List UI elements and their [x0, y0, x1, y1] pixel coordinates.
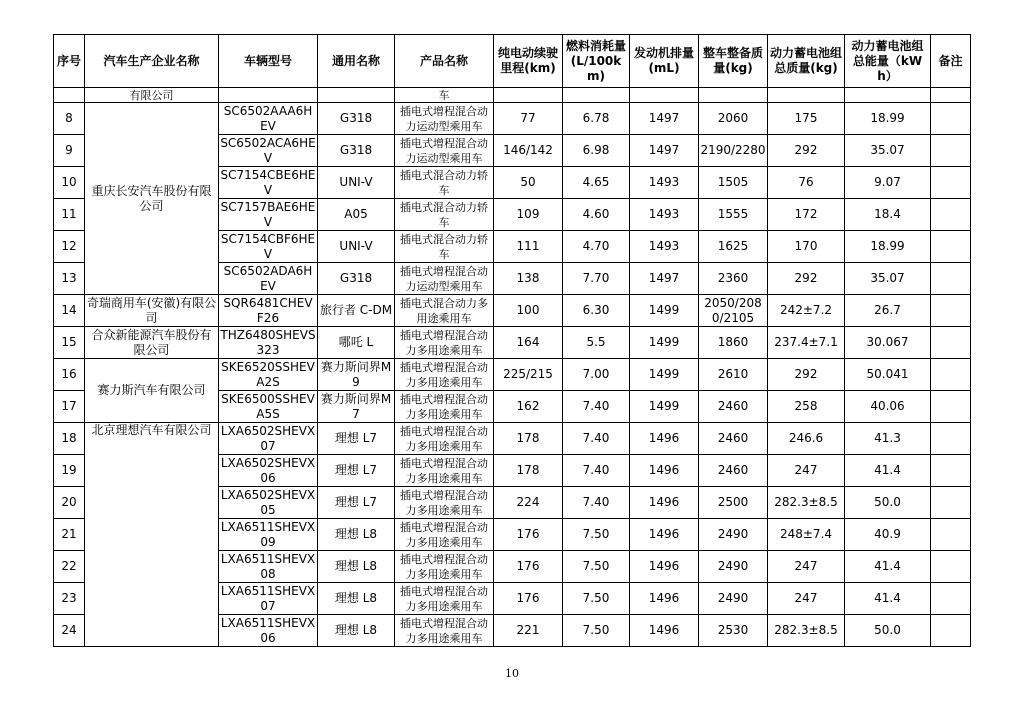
- cell-common-name: 理想 L8: [318, 519, 395, 551]
- cell-seq: 18: [54, 423, 85, 455]
- header-common-name: 通用名称: [318, 35, 395, 88]
- cell-product-name: 插电式增程混合动力运动型乘用车: [395, 263, 494, 295]
- cell-seq: 24: [54, 615, 85, 647]
- cell-curb-mass: 2460: [699, 423, 768, 455]
- cell-fuel: 7.50: [563, 551, 630, 583]
- cell-fuel: 7.40: [563, 391, 630, 423]
- cell-fuel: 7.50: [563, 519, 630, 551]
- cell-displacement: 1499: [630, 391, 699, 423]
- cell-remarks: [931, 199, 971, 231]
- cell-battery-energy: 26.7: [845, 295, 931, 327]
- cell-fuel: 7.70: [563, 263, 630, 295]
- cell-seq: 17: [54, 391, 85, 423]
- cell-common-name: 理想 L8: [318, 583, 395, 615]
- cell-fuel: 7.00: [563, 359, 630, 391]
- cell-battery-energy: 18.4: [845, 199, 931, 231]
- cell-remarks: [931, 167, 971, 199]
- cell-seq: 9: [54, 135, 85, 167]
- cell-product-name: 插电式增程混合动力多用途乘用车: [395, 551, 494, 583]
- cell-displacement: 1493: [630, 199, 699, 231]
- cell-ev-range: 176: [494, 551, 563, 583]
- cell-curb-mass: 1505: [699, 167, 768, 199]
- cell-remarks: [931, 455, 971, 487]
- cell-curb-mass: 2500: [699, 487, 768, 519]
- cell-ev-range: 111: [494, 231, 563, 263]
- cell-model: LXA6511SHEVX06: [219, 615, 318, 647]
- cell-product-name: 插电式增程混合动力多用途乘用车: [395, 455, 494, 487]
- cell-seq: 10: [54, 167, 85, 199]
- cell-displacement: 1493: [630, 167, 699, 199]
- table-row: [54, 327, 971, 359]
- cell-common-name: 旅行者 C-DM: [318, 295, 395, 327]
- cell-model: LXA6511SHEVX09: [219, 519, 318, 551]
- cell-ev-range: 50: [494, 167, 563, 199]
- cell-common-name: 理想 L8: [318, 551, 395, 583]
- cell-curb-mass: 2490: [699, 551, 768, 583]
- cell-battery-mass: 242±7.2: [768, 295, 845, 327]
- cell-ev-range: 178: [494, 455, 563, 487]
- cell-product-name: 插电式增程混合动力运动型乘用车: [395, 103, 494, 135]
- cell-ev-range: 109: [494, 199, 563, 231]
- cell-seq: 8: [54, 103, 85, 135]
- cell-remarks: [931, 551, 971, 583]
- cell-seq: 13: [54, 263, 85, 295]
- cell-seq: 16: [54, 359, 85, 391]
- cell-battery-mass: 282.3±8.5: [768, 615, 845, 647]
- cell-model: SQR6481CHEVF26: [219, 295, 318, 327]
- cell-model: LXA6511SHEVX07: [219, 583, 318, 615]
- cell-model: SC7157BAE6HEV: [219, 199, 318, 231]
- cell-battery-mass: 175: [768, 103, 845, 135]
- table-row: [54, 359, 971, 391]
- cell-product-name: 插电式增程混合动力运动型乘用车: [395, 135, 494, 167]
- cell-seq: 20: [54, 487, 85, 519]
- cell-ev-range: 176: [494, 583, 563, 615]
- cell-battery-energy: 41.4: [845, 551, 931, 583]
- cell-battery-energy: 50.0: [845, 487, 931, 519]
- cell-battery-mass: 247: [768, 551, 845, 583]
- cell-curb-mass: 2060: [699, 103, 768, 135]
- cell-model: SC6502AAA6HEV: [219, 103, 318, 135]
- cell-battery-energy: 35.07: [845, 263, 931, 295]
- cell-fuel: 7.40: [563, 423, 630, 455]
- cell-battery-energy: 18.99: [845, 103, 931, 135]
- cell-model: SKE6500SSHEVA5S: [219, 391, 318, 423]
- cell-company: 重庆长安汽车股份有限公司: [85, 103, 219, 295]
- table-row: [54, 103, 971, 135]
- cell-model: SC6502ADA6HEV: [219, 263, 318, 295]
- cell-remarks: [931, 583, 971, 615]
- cell-remarks: [931, 487, 971, 519]
- cell-displacement: 1496: [630, 423, 699, 455]
- header-battery-mass: 动力蓄电池组总质量(kg): [768, 35, 845, 88]
- cell-battery-energy: 41.3: [845, 423, 931, 455]
- cell-seq: 11: [54, 199, 85, 231]
- table-header: [54, 35, 971, 88]
- cell-battery-mass: 292: [768, 359, 845, 391]
- cell-displacement: 1496: [630, 583, 699, 615]
- cell-product-name: 插电式增程混合动力多用途乘用车: [395, 327, 494, 359]
- cell-remarks: [931, 103, 971, 135]
- cell-common-name: 赛力斯问界M7: [318, 391, 395, 423]
- cell-displacement: 1496: [630, 519, 699, 551]
- cell-model: LXA6502SHEVX07: [219, 423, 318, 455]
- cell-company: 有限公司: [85, 88, 219, 103]
- cell-battery-energy: 50.041: [845, 359, 931, 391]
- header-ev-range: 纯电动续驶里程(km): [494, 35, 563, 88]
- cell-remarks: [931, 263, 971, 295]
- cell-battery-mass: 76: [768, 167, 845, 199]
- cell-model: LXA6511SHEVX08: [219, 551, 318, 583]
- cell-battery-energy: [845, 88, 931, 103]
- cell-product-name: 插电式增程混合动力多用途乘用车: [395, 359, 494, 391]
- cell-seq: 23: [54, 583, 85, 615]
- cell-fuel: 7.50: [563, 583, 630, 615]
- cell-model: LXA6502SHEVX06: [219, 455, 318, 487]
- cell-displacement: 1497: [630, 103, 699, 135]
- cell-seq: 22: [54, 551, 85, 583]
- cell-displacement: 1496: [630, 551, 699, 583]
- cell-battery-energy: 30.067: [845, 327, 931, 359]
- cell-battery-mass: 282.3±8.5: [768, 487, 845, 519]
- cell-ev-range: 221: [494, 615, 563, 647]
- cell-remarks: [931, 423, 971, 455]
- cell-battery-mass: 172: [768, 199, 845, 231]
- cell-remarks: [931, 295, 971, 327]
- cell-product-name: 插电式增程混合动力多用途乘用车: [395, 615, 494, 647]
- cell-fuel: 6.98: [563, 135, 630, 167]
- cell-remarks: [931, 615, 971, 647]
- cell-common-name: 理想 L8: [318, 615, 395, 647]
- cell-curb-mass: 2460: [699, 455, 768, 487]
- cell-common-name: 理想 L7: [318, 455, 395, 487]
- cell-fuel: 7.40: [563, 455, 630, 487]
- cell-displacement: 1497: [630, 263, 699, 295]
- cell-model: LXA6502SHEVX05: [219, 487, 318, 519]
- cell-product-name: 插电式混合动力轿车: [395, 231, 494, 263]
- cell-remarks: [931, 88, 971, 103]
- cell-curb-mass: 2530: [699, 615, 768, 647]
- cell-battery-mass: 248±7.4: [768, 519, 845, 551]
- cell-product-name: 插电式增程混合动力多用途乘用车: [395, 391, 494, 423]
- cell-common-name: G318: [318, 103, 395, 135]
- cell-ev-range: 162: [494, 391, 563, 423]
- cell-ev-range: 146/142: [494, 135, 563, 167]
- cell-displacement: 1499: [630, 359, 699, 391]
- cell-seq: 12: [54, 231, 85, 263]
- header-curb-mass: 整车整备质量(kg): [699, 35, 768, 88]
- cell-battery-energy: 40.9: [845, 519, 931, 551]
- cell-product-name: 插电式增程混合动力多用途乘用车: [395, 423, 494, 455]
- cell-company: 合众新能源汽车股份有限公司: [85, 327, 219, 359]
- cell-curb-mass: 2490: [699, 583, 768, 615]
- header-seq: 序号: [54, 35, 85, 88]
- cell-battery-energy: 41.4: [845, 455, 931, 487]
- cell-displacement: 1496: [630, 615, 699, 647]
- page-number: 10: [505, 667, 519, 680]
- cell-ev-range: 224: [494, 487, 563, 519]
- cell-seq: 14: [54, 295, 85, 327]
- cell-common-name: UNI-V: [318, 167, 395, 199]
- cell-seq: 21: [54, 519, 85, 551]
- cell-fuel: [563, 88, 630, 103]
- cell-battery-energy: 40.06: [845, 391, 931, 423]
- cell-seq: 15: [54, 327, 85, 359]
- cell-battery-energy: 35.07: [845, 135, 931, 167]
- cell-remarks: [931, 231, 971, 263]
- cell-fuel: 4.60: [563, 199, 630, 231]
- cell-fuel: 7.50: [563, 615, 630, 647]
- table-row: [54, 295, 971, 327]
- cell-model: SC7154CBE6HEV: [219, 167, 318, 199]
- cell-curb-mass: 2460: [699, 391, 768, 423]
- cell-product-name: 插电式增程混合动力多用途乘用车: [395, 487, 494, 519]
- cell-battery-mass: 292: [768, 135, 845, 167]
- cell-seq: 19: [54, 455, 85, 487]
- cell-common-name: 理想 L7: [318, 487, 395, 519]
- cell-battery-mass: [768, 88, 845, 103]
- cell-fuel: 7.40: [563, 487, 630, 519]
- cell-ev-range: 164: [494, 327, 563, 359]
- cell-curb-mass: [699, 88, 768, 103]
- cell-curb-mass: 2610: [699, 359, 768, 391]
- cell-battery-energy: 18.99: [845, 231, 931, 263]
- cell-curb-mass: 2490: [699, 519, 768, 551]
- cell-battery-mass: 292: [768, 263, 845, 295]
- cell-displacement: 1499: [630, 295, 699, 327]
- cell-company: 奇瑞商用车(安徽)有限公司: [85, 295, 219, 327]
- cell-product-name: 插电式混合动力多用途乘用车: [395, 295, 494, 327]
- cell-ev-range: 77: [494, 103, 563, 135]
- cell-product-name: 插电式增程混合动力多用途乘用车: [395, 519, 494, 551]
- cell-seq: [54, 88, 85, 103]
- cell-remarks: [931, 327, 971, 359]
- header-company: 汽车生产企业名称: [85, 35, 219, 88]
- cell-displacement: 1493: [630, 231, 699, 263]
- cell-battery-energy: 41.4: [845, 583, 931, 615]
- header-fuel: 燃料消耗量(L/100km): [563, 35, 630, 88]
- cell-product-name: 插电式混合动力轿车: [395, 199, 494, 231]
- cell-battery-mass: 247: [768, 583, 845, 615]
- cell-common-name: 理想 L7: [318, 423, 395, 455]
- cell-ev-range: 138: [494, 263, 563, 295]
- cell-battery-mass: 237.4±7.1: [768, 327, 845, 359]
- header-model: 车辆型号: [219, 35, 318, 88]
- cell-ev-range: 178: [494, 423, 563, 455]
- cell-common-name: G318: [318, 263, 395, 295]
- cell-common-name: UNI-V: [318, 231, 395, 263]
- cell-displacement: [630, 88, 699, 103]
- cell-battery-energy: 50.0: [845, 615, 931, 647]
- cell-fuel: 6.78: [563, 103, 630, 135]
- header-battery-energy: 动力蓄电池组总能量（kWh）: [845, 35, 931, 88]
- table-row: [54, 423, 971, 455]
- cell-common-name: G318: [318, 135, 395, 167]
- cell-remarks: [931, 519, 971, 551]
- cell-displacement: 1499: [630, 327, 699, 359]
- header-remarks: 备注: [931, 35, 971, 88]
- continuation-row: [54, 88, 971, 103]
- vehicle-table: [53, 34, 971, 647]
- cell-battery-mass: 247: [768, 455, 845, 487]
- cell-model: SKE6520SSHEVA2S: [219, 359, 318, 391]
- cell-displacement: 1497: [630, 135, 699, 167]
- cell-displacement: 1496: [630, 455, 699, 487]
- cell-ev-range: 176: [494, 519, 563, 551]
- cell-ev-range: [494, 88, 563, 103]
- cell-battery-energy: 9.07: [845, 167, 931, 199]
- cell-remarks: [931, 391, 971, 423]
- cell-product-name: 插电式混合动力轿车: [395, 167, 494, 199]
- cell-fuel: 5.5: [563, 327, 630, 359]
- cell-common-name: 赛力斯问界M9: [318, 359, 395, 391]
- cell-curb-mass: 1860: [699, 327, 768, 359]
- header-row: [54, 35, 971, 88]
- cell-curb-mass: 2190/2280: [699, 135, 768, 167]
- cell-product-name: 插电式增程混合动力多用途乘用车: [395, 583, 494, 615]
- cell-ev-range: 100: [494, 295, 563, 327]
- cell-ev-range: 225/215: [494, 359, 563, 391]
- cell-curb-mass: 2050/2080/2105: [699, 295, 768, 327]
- cell-remarks: [931, 359, 971, 391]
- cell-fuel: 4.70: [563, 231, 630, 263]
- cell-battery-mass: 170: [768, 231, 845, 263]
- cell-displacement: 1496: [630, 487, 699, 519]
- header-product-name: 产品名称: [395, 35, 494, 88]
- cell-curb-mass: 2360: [699, 263, 768, 295]
- cell-common-name: A05: [318, 199, 395, 231]
- cell-battery-mass: 258: [768, 391, 845, 423]
- cell-product-name: 车: [395, 88, 494, 103]
- cell-fuel: 6.30: [563, 295, 630, 327]
- cell-fuel: 4.65: [563, 167, 630, 199]
- cell-model: SC6502ACA6HEV: [220, 135, 316, 165]
- cell-battery-mass: 246.6: [768, 423, 845, 455]
- cell-curb-mass: 1625: [699, 231, 768, 263]
- cell-model: THZ6480SHEVS323: [220, 327, 316, 357]
- cell-remarks: [931, 135, 971, 167]
- cell-common-name: 哪吒 L: [318, 327, 395, 359]
- cell-curb-mass: 1555: [699, 199, 768, 231]
- header-displacement: 发动机排量(mL): [630, 35, 699, 88]
- table-body: [54, 88, 971, 647]
- cell-model: SC7154CBF6HEV: [219, 231, 318, 263]
- cell-common-name: [318, 88, 395, 103]
- cell-company: 赛力斯汽车有限公司: [85, 359, 219, 423]
- cell-model: [219, 88, 318, 103]
- cell-company: 北京理想汽车有限公司: [85, 423, 219, 647]
